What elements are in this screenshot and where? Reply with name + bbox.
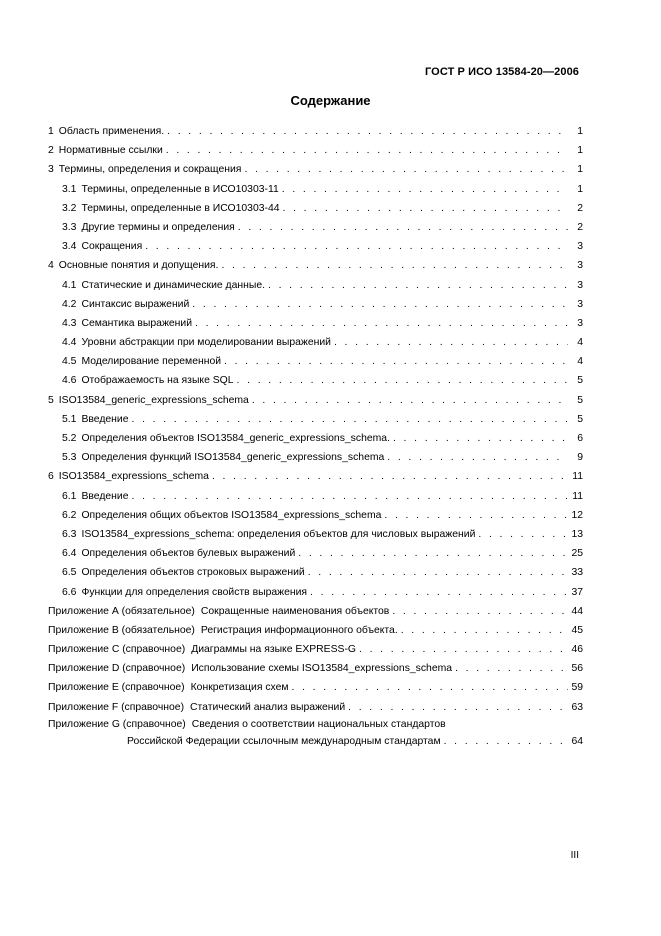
toc-entry[interactable] (48, 487, 583, 506)
toc-entry-title: Использование схемы ISO13584_expressions_schema (191, 663, 453, 675)
toc-entry-number: 5.2 (62, 433, 77, 444)
dot-leader (308, 563, 568, 582)
dot-leader (334, 333, 568, 352)
toc-entry[interactable] (48, 237, 583, 256)
toc-entry-title: Введение (81, 490, 129, 502)
toc-entry[interactable] (48, 333, 583, 352)
toc-entry-title: Сокращенные наименования объектов (200, 605, 390, 617)
toc-entry[interactable] (48, 678, 583, 697)
toc-entry[interactable] (48, 295, 583, 314)
toc-entry-number: 4.6 (62, 375, 77, 387)
toc-entry-number: 4.5 (62, 356, 77, 368)
toc-entry-page: 1 (577, 126, 583, 137)
dot-leader (252, 391, 568, 410)
toc-entry[interactable] (48, 371, 583, 390)
toc-entry[interactable] (48, 160, 583, 179)
toc-entry-number: 4 (48, 260, 54, 272)
toc-entry-title: Диаграммы на языке EXPRESS-G (191, 644, 357, 656)
toc-entry-number: Приложение G (справочное) (48, 718, 186, 730)
toc-entry[interactable] (48, 429, 583, 448)
toc-entry-number: Приложение Е (справочное) (48, 682, 185, 694)
toc-entry-number: 6.2 (62, 509, 77, 521)
toc-entry[interactable] (48, 621, 583, 640)
toc-entry[interactable] (48, 602, 583, 621)
toc-entry-number: 6.1 (62, 490, 77, 502)
dot-leader (212, 467, 568, 486)
dot-leader (359, 640, 568, 659)
toc-entry-title: Отображаемость на языке SQL (81, 375, 234, 387)
dot-leader (348, 698, 568, 717)
toc-entry-number: Приложение С (справочное) (48, 644, 186, 656)
toc-entry-page: 3 (577, 260, 583, 272)
toc-entry-number: 6.6 (62, 586, 77, 598)
toc-entry-title: ISO13584_expressions_schema: определения объектов для числовых выражений (81, 528, 476, 540)
toc-entry-page: 45 (571, 624, 583, 636)
toc-entry-page: 1 (577, 145, 583, 157)
toc-entry[interactable] (48, 122, 583, 141)
toc-entry[interactable] (48, 698, 583, 717)
toc-entry-title: Определения функций ISO13584_generic_expressions_schema (81, 452, 385, 464)
toc-entry-number: 3.4 (62, 241, 77, 253)
toc-entry-page: 63 (571, 701, 583, 713)
dot-leader (192, 295, 568, 314)
dot-leader (455, 659, 568, 678)
toc-entry-number: Приложение F (справочное) (48, 701, 185, 713)
toc-entry-page: 4 (577, 337, 583, 349)
dot-leader (195, 314, 568, 333)
toc-entry-page: 3 (577, 241, 583, 253)
dot-leader (282, 180, 568, 199)
dot-leader (298, 544, 568, 563)
toc-entry-title: Нормативные ссылки (58, 145, 163, 157)
toc-entry[interactable] (48, 506, 583, 525)
toc-entry[interactable] (48, 640, 583, 659)
toc-entry-page: 9 (577, 452, 583, 464)
toc-entry[interactable] (48, 218, 583, 237)
toc-entry-page: 4 (577, 356, 583, 368)
dot-leader (221, 256, 568, 275)
toc-entry-number: 5.1 (62, 413, 77, 425)
toc-entry[interactable] (48, 199, 583, 218)
toc-entry-title: ISO13584_expressions_schema (58, 471, 209, 483)
toc-entry-page: 2 (577, 221, 583, 233)
toc-entry[interactable] (48, 563, 583, 582)
toc-entry-title: Термины, определенные в ИСО10303-44 (81, 202, 280, 214)
toc-entry-appendix-g-continued[interactable] (48, 733, 583, 751)
dot-leader (387, 448, 568, 467)
toc-entry-number: 6 (48, 471, 54, 483)
toc-entry-number: 3.1 (62, 183, 77, 195)
toc-entry-title: Функции для определения свойств выражения (81, 586, 308, 598)
toc-entry-page: 5 (577, 375, 583, 387)
toc-entry[interactable] (48, 410, 583, 429)
dot-leader (310, 583, 568, 602)
toc-entry-title: Другие термины и определения (81, 221, 235, 233)
toc-entry-title: Основные понятия и допущения. (58, 260, 219, 272)
toc-entry-page: 33 (571, 567, 583, 579)
dot-leader (444, 733, 568, 751)
dot-leader (167, 122, 568, 141)
toc-entry-page: 46 (571, 644, 583, 656)
toc-entry-number: 6.5 (62, 567, 77, 579)
toc-entry-title: Семантика выражений (81, 317, 193, 329)
toc-entry-number: 3.3 (62, 221, 77, 233)
toc-entry-page: 11 (572, 490, 583, 502)
dot-leader (292, 678, 568, 697)
toc-entry-page: 1 (577, 183, 583, 195)
toc-entry-page: 2 (577, 202, 583, 214)
dot-leader (283, 199, 568, 218)
toc-entry-title: Конкретизация схем (190, 682, 289, 694)
toc-entry-page: 12 (571, 509, 583, 521)
toc-entry-page: 6 (577, 433, 583, 444)
toc-entry[interactable] (48, 276, 583, 295)
toc-entry-number: 6.3 (62, 528, 77, 540)
toc-entry-title: Определения объектов строковых выражений (81, 567, 305, 579)
toc-entry[interactable] (48, 525, 583, 544)
toc-entry-title-line2: Российской Федерации ссылочным международным стандартам (127, 735, 441, 747)
dot-leader (244, 160, 568, 179)
toc-entry-page: 13 (571, 528, 583, 540)
toc-entry-page: 1 (577, 164, 583, 176)
toc-entry-page: 64 (571, 735, 583, 747)
contents-title: Содержание (290, 93, 371, 108)
dot-leader (384, 506, 568, 525)
toc-entry[interactable] (48, 659, 583, 678)
toc-entry[interactable] (48, 352, 583, 371)
toc-entry-page: 5 (577, 394, 583, 406)
toc-entry-page: 25 (571, 548, 583, 560)
dot-leader (238, 218, 568, 237)
toc-entry-title: Моделирование переменной (81, 356, 222, 368)
toc-entry[interactable] (48, 448, 583, 467)
toc-entry-title: Термины, определения и сокращения (58, 164, 242, 176)
toc-entry[interactable] (48, 583, 583, 602)
toc-entry[interactable] (48, 544, 583, 563)
toc-entry-title: Сокращения (81, 241, 143, 253)
toc-entry-title: Статический анализ выражений (190, 701, 346, 713)
toc-entry-number: 4.2 (62, 298, 77, 310)
toc-entry-page: 56 (571, 663, 583, 675)
toc-entry-title: Синтаксис выражений (81, 298, 190, 310)
dot-leader (392, 602, 568, 621)
dot-leader (224, 352, 568, 371)
toc-entry-title: ISO13584_generic_expressions_schema (58, 394, 249, 406)
dot-leader (393, 429, 568, 448)
toc-entry-number: 3.2 (62, 202, 77, 214)
dot-leader (401, 621, 568, 640)
toc-entry-page: 3 (577, 298, 583, 310)
toc-entry-number: 4.3 (62, 317, 77, 329)
toc-entry-number: 2 (48, 145, 54, 157)
toc-entry-title: Регистрация информационного объекта. (200, 624, 398, 636)
dot-leader (268, 276, 568, 295)
dot-leader (145, 237, 568, 256)
toc-entry-number: 6.4 (62, 548, 77, 560)
toc-entry-page: 37 (571, 586, 583, 598)
toc-entry[interactable] (48, 391, 583, 410)
dot-leader (132, 487, 569, 506)
toc-entry-number: 5.3 (62, 452, 77, 464)
toc-entry-number: 1 (48, 126, 54, 137)
toc-entry-page: 3 (577, 279, 583, 291)
toc-entry-title-line1: Сведения о соответствии национальных стандартов (191, 718, 446, 730)
toc-entry-number: Приложение D (справочное) (48, 663, 186, 675)
toc-entry[interactable] (48, 467, 583, 486)
toc-entry[interactable] (48, 314, 583, 333)
toc-entry[interactable] (48, 180, 583, 199)
toc-entry-page: 5 (577, 413, 583, 425)
toc-entry-number: 3 (48, 164, 54, 176)
table-of-contents (48, 122, 583, 751)
page-folio: III (570, 850, 579, 861)
dot-leader (166, 141, 568, 160)
dot-leader (237, 371, 568, 390)
toc-entry-title: Введение (81, 413, 129, 425)
toc-entry-page: 44 (571, 605, 583, 617)
toc-entry-title: Статические и динамические данные. (81, 279, 265, 291)
toc-entry-number: 4.1 (62, 279, 77, 291)
toc-entry-number: Приложение А (обязательное) (48, 605, 195, 617)
toc-entry-title: Термины, определенные в ИСО10303-11 (81, 183, 279, 195)
toc-entry-number: 4.4 (62, 337, 77, 349)
toc-entry[interactable] (48, 256, 583, 275)
dot-leader (132, 410, 569, 429)
toc-entry-number: Приложение В (обязательное) (48, 624, 195, 636)
toc-entry-appendix-g[interactable] (48, 717, 583, 733)
toc-entry-title: Определения объектов булевых выражений (81, 548, 296, 560)
toc-entry-title: Определения объектов ISO13584_generic_expressions_schema. (81, 433, 390, 444)
dot-leader (478, 525, 568, 544)
toc-entry-title: Область применения. (58, 126, 165, 137)
toc-entry-page: 11 (572, 471, 583, 483)
toc-entry-title: Уровни абстракции при моделировании выражений (81, 337, 331, 349)
toc-entry-title: Определения общих объектов ISO13584_expressions_schema (81, 509, 382, 521)
document-code-header: ГОСТ Р ИСО 13584-20—2006 (424, 66, 579, 78)
toc-entry-page: 3 (577, 317, 583, 329)
toc-entry-page: 59 (571, 682, 583, 694)
toc-entry[interactable] (48, 141, 583, 160)
toc-entry-number: 5 (48, 394, 54, 406)
